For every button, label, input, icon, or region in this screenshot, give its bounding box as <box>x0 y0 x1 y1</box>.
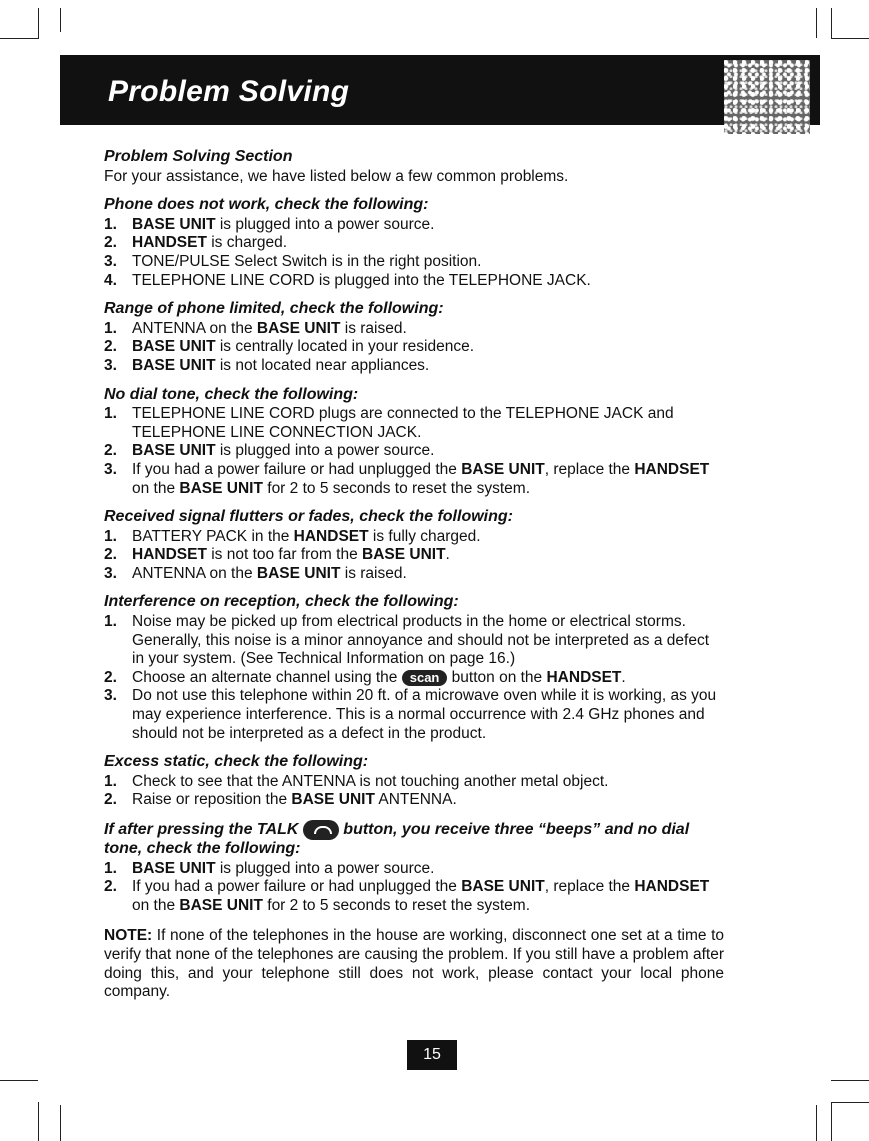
list-item <box>104 461 724 498</box>
item-text: ANTENNA on the <box>132 564 257 582</box>
item-text: for 2 to 5 seconds to reset the system. <box>262 896 531 914</box>
list-item <box>104 234 724 253</box>
header-banner <box>60 55 820 125</box>
list-item <box>104 773 724 792</box>
bold-term: HANDSET <box>634 878 710 896</box>
bold-term: HANDSET <box>132 546 207 564</box>
item-number: 2. <box>104 878 117 896</box>
item-text: If you had a power failure or had unplugged the <box>132 878 462 896</box>
section-heading-signal: Received signal flutters or fades, check the following: <box>104 508 513 526</box>
crop-mark <box>0 38 38 39</box>
item-text: for 2 to 5 seconds to reset the system. <box>262 479 531 497</box>
item-text: ANTENNA on the <box>132 319 257 337</box>
item-number: 2. <box>104 791 117 809</box>
item-text: on the <box>132 896 180 914</box>
item-number: 2. <box>104 338 117 356</box>
item-text: Choose an alternate channel using the <box>132 668 402 686</box>
crop-mark <box>831 1102 869 1103</box>
crop-mark <box>38 8 39 39</box>
bold-term: BASE UNIT <box>291 791 375 809</box>
bold-term: BASE UNIT <box>256 319 341 337</box>
list-item <box>104 216 724 235</box>
crop-mark <box>38 1102 39 1141</box>
item-number: 1. <box>104 527 117 545</box>
item-text: Check to see that the ANTENNA is not touching another metal object. <box>132 772 609 790</box>
list-item <box>104 528 724 547</box>
item-text: is not located near appliances. <box>215 356 430 374</box>
section-heading-static: Excess static, check the following: <box>104 753 369 771</box>
bold-term: BASE UNIT <box>132 338 216 356</box>
item-number: 2. <box>104 546 117 564</box>
list-item <box>104 272 724 291</box>
item-text: on the <box>132 479 180 497</box>
item-text: . <box>445 546 450 564</box>
list-signal <box>104 528 724 584</box>
item-number: 2. <box>104 442 117 460</box>
list-item <box>104 860 724 879</box>
item-text: is plugged into a power source. <box>215 859 435 877</box>
item-text: Do not use this telephone within 20 ft. of a microwave oven while it is working, as you may experience interference. This is a normal occurrence with 2.4 GHz phones and should not be interpreted as a defect in the product. <box>132 687 717 742</box>
bold-term: HANDSET <box>634 460 710 478</box>
list-item <box>104 613 724 669</box>
note-label: NOTE: <box>104 927 153 945</box>
crop-mark <box>816 1105 817 1141</box>
section-heading-dialtone: No dial tone, check the following: <box>104 385 359 403</box>
bold-term: BASE UNIT <box>179 896 263 914</box>
note-text: If none of the telephones in the house are working, disconnect one set at a time to verify that none of the telephones are causing the problem. If you still have a problem after doing this, and your telephone still does not work, please contact your local phone company. <box>104 927 724 1001</box>
item-text: Noise may be picked up from electrical products in the home or electrical storms. Generally, this noise is a minor annoyance and should not be interpreted as a defect in your system. (See Technical Information on page 16.) <box>132 613 710 668</box>
list-phone <box>104 216 724 290</box>
bold-term: BASE UNIT <box>132 442 216 460</box>
list-item <box>104 791 724 810</box>
item-number: 3. <box>104 460 117 478</box>
item-number: 1. <box>104 319 117 337</box>
item-number: 1. <box>104 772 117 790</box>
item-text: , replace the <box>544 878 635 896</box>
item-number: 2. <box>104 234 117 252</box>
bold-term: BASE UNIT <box>461 460 545 478</box>
item-text: Raise or reposition the <box>132 791 292 809</box>
crop-mark <box>60 1105 61 1141</box>
list-static <box>104 773 724 810</box>
bold-term: BASE UNIT <box>132 859 216 877</box>
item-text: is charged. <box>206 234 288 252</box>
item-text: ANTENNA. <box>374 791 457 809</box>
item-text: If you had a power failure or had unplugged the <box>132 460 462 478</box>
list-talk <box>104 860 724 916</box>
decorative-texture <box>724 60 810 134</box>
item-text: is raised. <box>340 319 407 337</box>
list-item <box>104 357 724 376</box>
crop-mark <box>831 1080 869 1081</box>
bold-term: HANDSET <box>546 668 622 686</box>
scan-button-icon: scan <box>402 670 448 686</box>
list-dialtone <box>104 405 724 498</box>
list-item <box>104 338 724 357</box>
bold-term: BASE UNIT <box>179 479 263 497</box>
note-paragraph <box>104 927 724 1001</box>
item-text: is raised. <box>340 564 407 582</box>
section-heading-interference: Interference on reception, check the following: <box>104 593 459 611</box>
bold-term: HANDSET <box>293 527 369 545</box>
item-number: 1. <box>104 613 117 631</box>
item-text: BATTERY PACK in the <box>132 527 294 545</box>
item-text: , replace the <box>544 460 635 478</box>
item-text: . <box>621 668 626 686</box>
list-item <box>104 405 724 442</box>
item-number: 1. <box>104 405 117 423</box>
list-item <box>104 253 724 272</box>
page-number: 15 <box>407 1040 457 1070</box>
item-number: 3. <box>104 252 117 270</box>
item-number: 3. <box>104 687 117 705</box>
list-item <box>104 878 724 915</box>
crop-mark <box>831 1102 832 1141</box>
bold-term: BASE UNIT <box>362 546 446 564</box>
crop-mark <box>60 8 61 32</box>
item-text: is plugged into a power source. <box>215 442 435 460</box>
list-item <box>104 687 724 743</box>
item-number: 2. <box>104 668 117 686</box>
list-item <box>104 546 724 565</box>
list-item <box>104 565 724 584</box>
bold-term: BASE UNIT <box>256 564 341 582</box>
crop-mark <box>0 1080 38 1081</box>
section-heading-phone: Phone does not work, check the following: <box>104 196 429 214</box>
item-number: 3. <box>104 564 117 582</box>
heading-text: If after pressing the TALK <box>104 821 303 839</box>
section-heading-talk <box>104 820 724 859</box>
item-number: 4. <box>104 271 117 289</box>
crop-mark <box>816 8 817 38</box>
section-heading-range: Range of phone limited, check the following: <box>104 300 444 318</box>
item-text: is centrally located in your residence. <box>215 338 475 356</box>
item-text: is fully charged. <box>368 527 481 545</box>
intro-heading: Problem Solving Section <box>104 148 293 165</box>
item-text: is plugged into a power source. <box>215 215 435 233</box>
list-item <box>104 442 724 461</box>
bold-term: BASE UNIT <box>461 878 545 896</box>
crop-mark <box>831 8 832 39</box>
intro-text: For your assistance, we have listed below a few common problems. <box>104 167 569 185</box>
bold-term: HANDSET <box>132 234 207 252</box>
item-number: 1. <box>104 859 117 877</box>
item-text: TONE/PULSE Select Switch is in the right position. <box>132 252 482 270</box>
talk-button-icon <box>303 820 339 840</box>
item-text: button on the <box>447 668 547 686</box>
item-text: is not too far from the <box>206 546 362 564</box>
bold-term: BASE UNIT <box>132 356 216 374</box>
item-number: 1. <box>104 215 117 233</box>
page-title: Problem Solving <box>108 75 350 108</box>
item-number: 3. <box>104 356 117 374</box>
list-item <box>104 320 724 339</box>
main-content <box>104 148 724 1002</box>
list-interference <box>104 613 724 743</box>
list-item <box>104 669 724 688</box>
item-text: TELEPHONE LINE CORD is plugged into the TELEPHONE JACK. <box>132 271 591 289</box>
item-text: TELEPHONE LINE CORD plugs are connected to the TELEPHONE JACK and TELEPHONE LINE CONNECTION JACK. <box>132 405 674 441</box>
bold-term: BASE UNIT <box>132 215 216 233</box>
list-range <box>104 320 724 376</box>
heading-text: button, you receive three “beeps” and no dial tone, check the following: <box>104 821 690 857</box>
crop-mark <box>831 38 869 39</box>
